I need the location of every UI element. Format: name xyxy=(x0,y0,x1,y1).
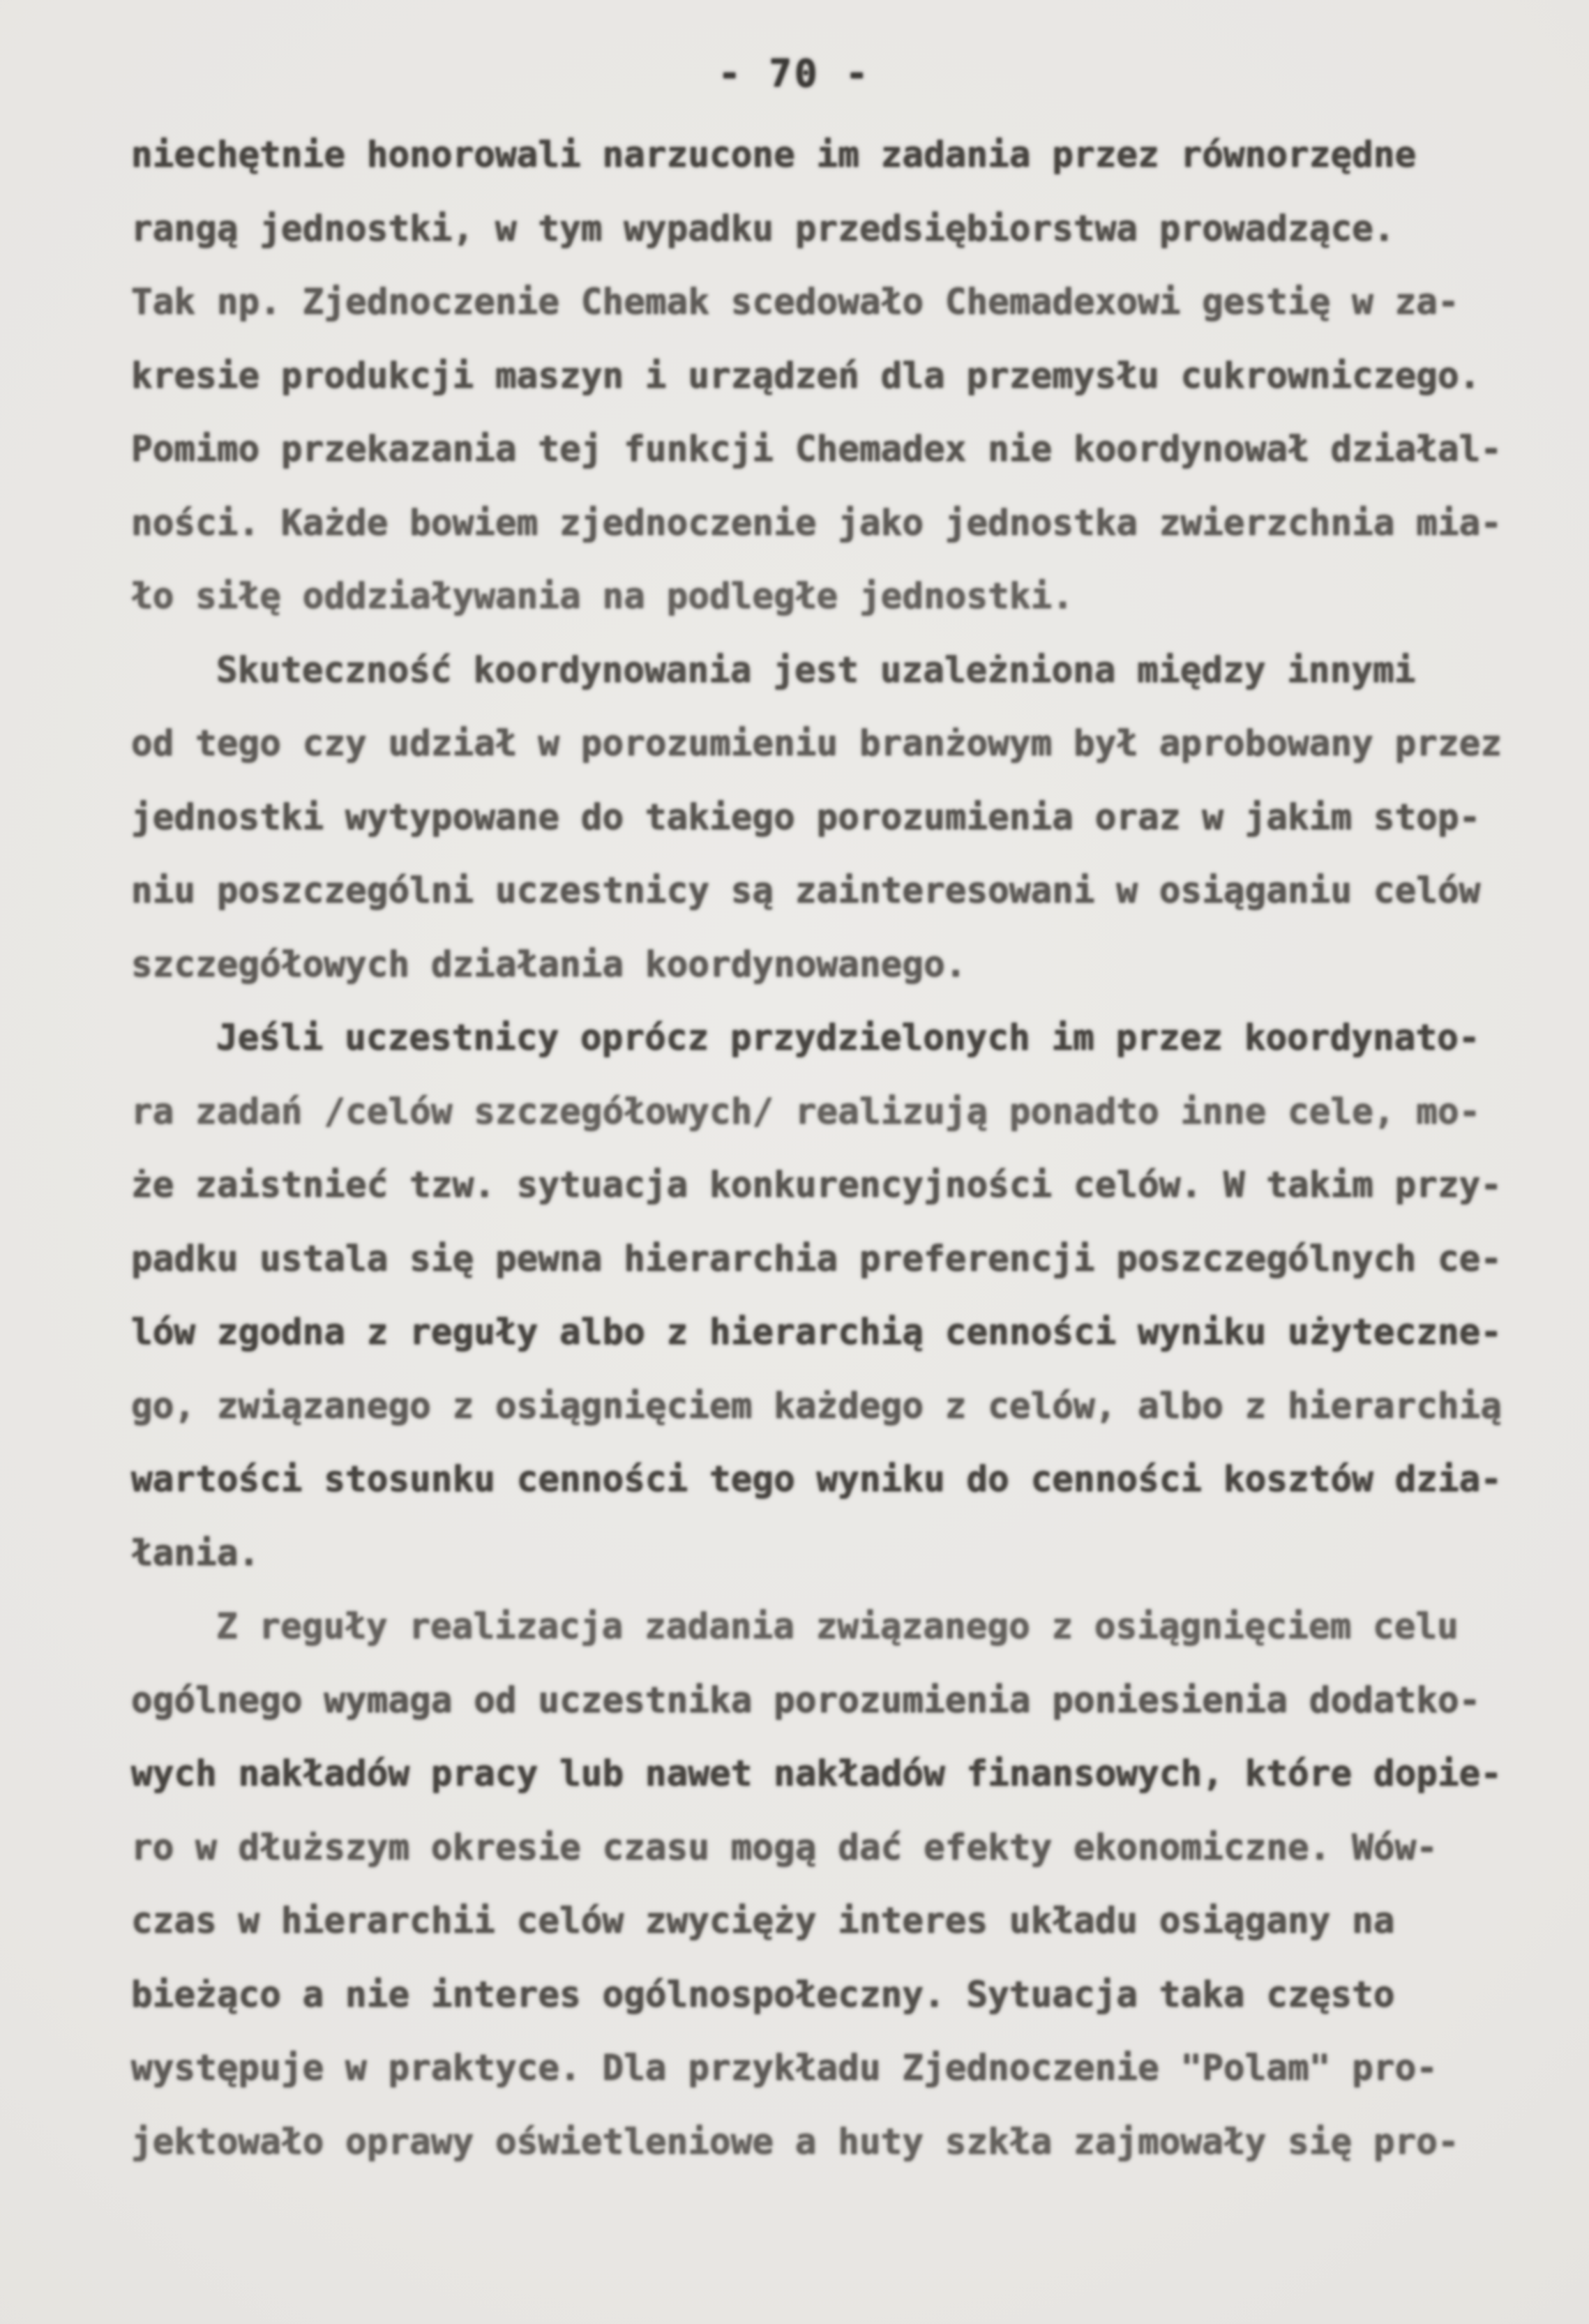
text-line: rangą jednostki, w tym wypadku przedsiębiorstwa prowadzące. xyxy=(131,208,1395,250)
text-line: ności. Każde bowiem zjednoczenie jako jednostka zwierzchnia mia- xyxy=(131,502,1503,544)
text-line: jektowało oprawy oświetleniowe a huty szkła zajmowały się pro- xyxy=(131,2121,1459,2163)
text-line: lów zgodna z reguły albo z hierarchią cenności wyniku użyteczne- xyxy=(131,1312,1503,1353)
text-line: czas w hierarchii celów zwycięży interes układu osiągany na xyxy=(131,1901,1395,1942)
text-line: Jeśli uczestnicy oprócz przydzielonych im przez koordynato- xyxy=(216,1018,1480,1059)
text-line: bieżąco a nie interes ogólnospołeczny. Sytuacja taka często xyxy=(131,1974,1395,2016)
text-line: padku ustala się pewna hierarchia preferencji poszczególnych ce- xyxy=(131,1238,1503,1280)
text-line: że zaistnieć tzw. sytuacja konkurencyjności celów. W takim przy- xyxy=(131,1165,1503,1206)
text-line: kresie produkcji maszyn i urządzeń dla przemysłu cukrowniczego. xyxy=(131,355,1481,397)
text-line: ro w dłuższym okresie czasu mogą dać efekty ekonomiczne. Wów- xyxy=(131,1827,1438,1869)
text-line: wartości stosunku cenności tego wyniku do cenności kosztów dzia- xyxy=(131,1459,1503,1500)
text-line: od tego czy udział w porozumieniu branżowym był aprobowany przez xyxy=(131,723,1503,764)
text-line: jednostki wytypowane do takiego porozumienia oraz w jakim stop- xyxy=(131,797,1481,838)
text-line: go, związanego z osiągnięciem każdego z celów, albo z hierarchią xyxy=(131,1385,1503,1427)
page-number: - 70 - xyxy=(718,52,871,96)
text-line: szczegółowych działania koordynowanego. xyxy=(131,944,967,986)
text-line: ra zadań /celów szczegółowych/ realizują ponadto inne cele, mo- xyxy=(131,1091,1481,1133)
text-line: występuje w praktyce. Dla przykładu Zjednoczenie "Polam" pro- xyxy=(131,2048,1438,2089)
text-line: ło siłę oddziaływania na podległe jednostki. xyxy=(131,576,1074,617)
text-line: Pomimo przekazania tej funkcji Chemadex nie koordynował działal- xyxy=(131,429,1503,470)
text-line: ogólnego wymaga od uczestnika porozumienia poniesienia dodatko- xyxy=(131,1680,1481,1721)
text-line: niu poszczególni uczestnicy są zainteresowani w osiąganiu celów xyxy=(131,870,1481,912)
document-text xyxy=(131,119,1526,2179)
text-line: łania. xyxy=(131,1532,260,1574)
text-line: niechętnie honorowali narzucone im zadania przez równorzędne xyxy=(131,135,1417,176)
text-line: wych nakładów pracy lub nawet nakładów finansowych, które dopie- xyxy=(131,1753,1503,1795)
text-line: Z reguły realizacja zadania związanego z osiągnięciem celu xyxy=(216,1606,1459,1647)
text-line: Skuteczność koordynowania jest uzależniona między innymi xyxy=(216,649,1416,691)
text-line: Tak np. Zjednoczenie Chemak scedowało Chemadexowi gestię w za- xyxy=(131,282,1459,323)
